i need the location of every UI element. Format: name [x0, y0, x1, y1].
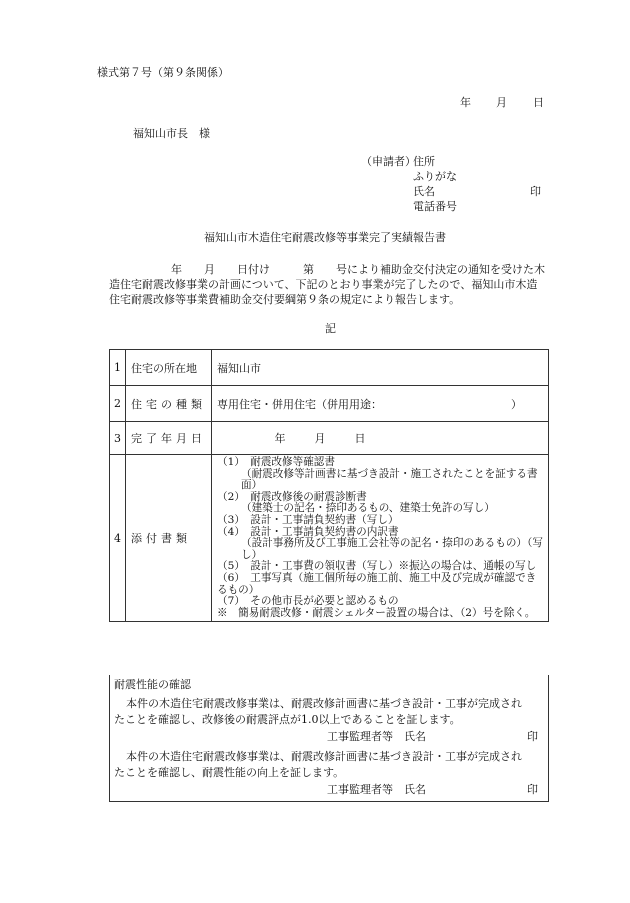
supervisor-label-1: 工事監理者等 氏名: [327, 730, 426, 743]
row-number: 2: [110, 386, 126, 422]
cert-para2-line1: 本件の木造住宅耐震改修事業は、耐震改修計画書に基づき設計・工事が完成され: [126, 750, 522, 763]
list-item: （4） 設計・工事請負契約書の内訳書: [217, 525, 399, 538]
completion-date-value: [212, 422, 549, 455]
list-item: （耐震改修等計画書に基づき設計・施工されたことを証する書面）: [241, 467, 538, 492]
addressee: 福知山市長 様: [133, 127, 210, 140]
row-number: 3: [110, 422, 126, 455]
supervisor-seal-2: 印: [527, 783, 538, 796]
cert-para1-line2: たことを確認し、改修後の耐震評点が1.0以上であることを証します。: [114, 713, 461, 726]
list-item: （建築士の記名・捺印あるもの、建築士免許の写し）: [241, 502, 495, 515]
table-row: [110, 386, 549, 422]
attachments-list: [212, 455, 549, 622]
applicant-name-label: 氏名: [413, 185, 435, 198]
date-year: 年: [460, 96, 471, 109]
row-label: 添付書類: [126, 455, 212, 622]
details-table: [109, 349, 549, 622]
supervisor-label-2: 工事監理者等 氏名: [327, 783, 426, 796]
table-row: [110, 350, 549, 386]
cert-para1-line1: 本件の木造住宅耐震改修事業は、耐震改修計画書に基づき設計・工事が完成され: [126, 697, 522, 710]
housing-type-text: 専用住宅・併用住宅（併用用途：: [217, 397, 382, 411]
applicant-furigana-label: ふりがな: [413, 170, 457, 183]
supervisor-seal-1: 印: [527, 730, 538, 743]
list-item: （3） 設計・工事請負契約書（写し）: [217, 513, 399, 526]
list-item: （6） 工事写真（施工個所毎の施工前、施工中及び完成が確認できるもの）: [217, 571, 537, 596]
applicant-address-label: 住所: [413, 155, 435, 168]
completion-day: 日: [354, 432, 366, 445]
intro-line-1: 年 月 日付け 第 号により補助金交付決定の通知を受けた木: [171, 263, 545, 276]
list-item: （設計事務所及び工事施工会社等の記名・捺印のあるもの）（写し）: [241, 537, 543, 561]
completion-month: 月: [314, 432, 326, 445]
list-item: （2） 耐震改修後の耐震診断書: [217, 490, 367, 503]
table-row: [110, 455, 549, 622]
cert-para2-line2: たことを確認し、耐震性能の向上を証します。: [114, 766, 345, 779]
ki-mark: 記: [325, 322, 336, 335]
list-item: （1） 耐震改修等確認書: [217, 456, 335, 468]
document-title: 福知山市木造住宅耐震改修等事業完了実績報告書: [204, 231, 446, 244]
applicant-role: （申請者）: [361, 155, 416, 168]
form-number: 様式第７号（第９条関係）: [97, 66, 229, 79]
location-value: 福知山市: [212, 350, 549, 386]
applicant-seal: 印: [530, 185, 541, 198]
date-month: 月: [496, 96, 507, 109]
certification-heading: 耐震性能の確認: [114, 678, 191, 691]
intro-line-3: 住宅耐震改修等事業費補助金交付要綱第９条の規定により報告します。: [109, 293, 461, 306]
row-label: 完了年月日: [126, 422, 212, 455]
table-row: [110, 422, 549, 455]
row-number: 4: [110, 455, 126, 622]
list-item: （7） その他市長が必要と認めるもの: [217, 595, 399, 608]
date-day: 日: [533, 96, 544, 109]
intro-line-2: 造住宅耐震改修事業の計画について、下記のとおり事業が完了したので、福知山市木造: [109, 278, 538, 291]
row-number: 1: [110, 350, 126, 386]
list-item: （5） 設計・工事費の領収書（写し）※振込の場合は、通帳の写し: [217, 560, 537, 573]
row-label: 住宅の所在地: [126, 350, 212, 386]
housing-type-close: ）: [511, 397, 522, 411]
applicant-phone-label: 電話番号: [413, 200, 457, 213]
completion-year: 年: [274, 432, 286, 445]
row-label: 住宅の種類: [126, 386, 212, 422]
seismic-certification-box: [109, 675, 549, 802]
housing-type-value: [212, 386, 549, 422]
list-item: ※ 簡易耐震改修・耐震シェルター設置の場合は、（2）号を除く。: [217, 606, 536, 619]
